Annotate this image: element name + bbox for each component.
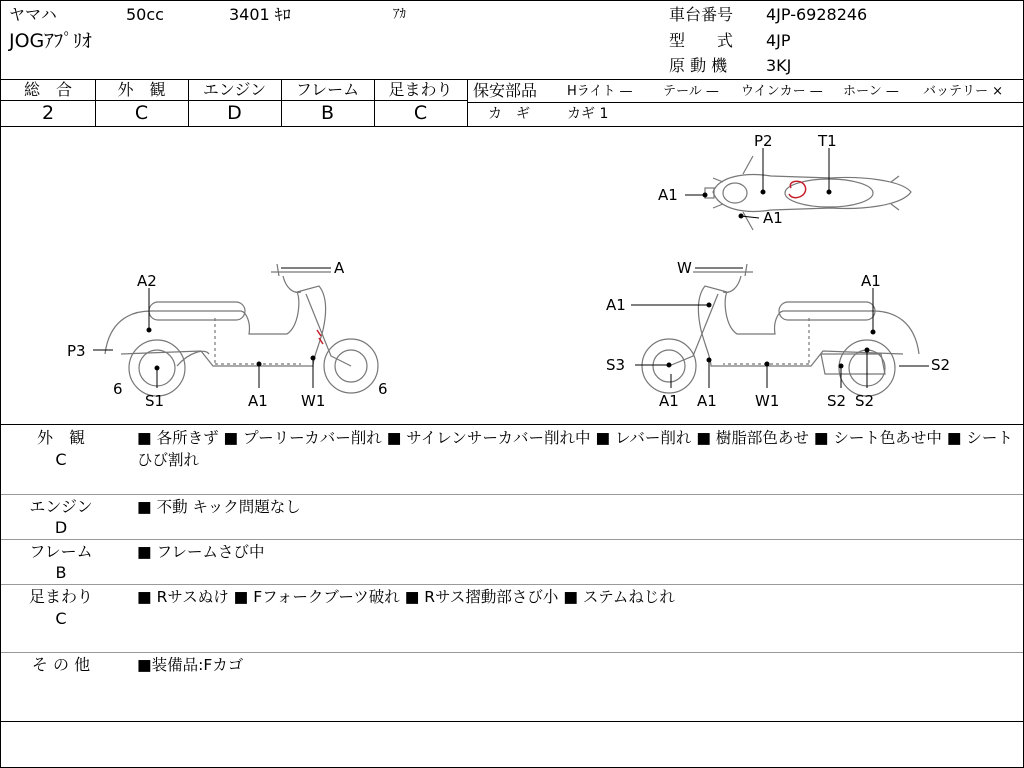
remark-text-suspension: ■ Rサスぬけ ■ Fフォークブーツ破れ ■ Rサス摺動部さび小 ■ ステムねじれ [137,588,675,606]
scooter-damage-diagram [1,126,1023,424]
grade-suspension: C [413,102,428,124]
diagram-label: A2 [137,272,157,290]
diagram-label: A1 [763,209,783,227]
diagram-label: 6 [113,380,123,398]
grade-overall: 2 [41,102,55,124]
diagram-label: 6 [378,380,388,398]
type-label: 型 式 [669,31,734,50]
divider [1,539,1023,540]
remark-grade-frame: B [55,563,67,582]
grade-header-frame: フレーム [295,80,360,99]
model-name: JOGｱﾌﾟﾘｵ [9,30,92,52]
diagram-label: W1 [301,392,326,410]
divider [1,652,1023,653]
type-value: 4JP [766,31,791,50]
engine-value: 3KJ [766,56,792,75]
divider [1,424,1023,425]
safety-item-tail: テール — [663,84,719,99]
remark-label-exterior: 外 観 [36,428,85,447]
remark-label-other: そ の 他 [31,655,91,674]
grade-header-engine: エンジン [202,80,267,99]
grade-header-suspension: 足まわり [388,80,453,99]
diagram-label: A1 [658,186,678,204]
grade-header-exterior: 外 観 [117,80,166,99]
body-color: ｱｶ [393,7,406,22]
diagram-label: S3 [606,356,626,374]
remark-text-engine: ■ 不動 キック問題なし [137,498,301,516]
damage-marks [317,181,806,344]
diagram-label: A1 [659,392,679,410]
divider [1,100,467,101]
grade-exterior: C [134,102,149,124]
remark-label-suspension: 足まわり [28,587,93,606]
grade-frame: B [320,102,335,124]
displacement: 50cc [126,5,164,24]
maker-name: ヤマハ [9,5,57,24]
diagram-label: S2 [855,392,875,410]
mileage: 3401 ｷﾛ [229,5,291,24]
diagram-label: T1 [818,132,837,150]
remark-label-engine: エンジン [29,497,93,516]
frame-no: 4JP-6928246 [766,5,868,24]
divider [1,721,1023,722]
safety-item-headlight: Hライト — [567,84,633,99]
diagram-label: P3 [67,342,86,360]
remark-grade-exterior: C [55,450,67,469]
diagram-label: A [334,259,345,277]
remark-text-exterior: ■ 各所きず ■ プーリーカバー削れ ■ サイレンサーカバー削れ中 ■ レバー削れ ■ 樹脂部色あせ ■ シート色あせ中 ■ シートひび割れ [137,429,1013,469]
divider [467,102,1023,103]
diagram-label: P2 [754,132,773,150]
scooter-top-view [705,156,911,230]
remark-text-frame: ■ フレームさび中 [137,543,265,561]
remark-grade-suspension: C [55,609,67,628]
diagram-label: A1 [697,392,717,410]
diagram-label: W1 [755,392,780,410]
safety-item-battery: バッテリー × [923,84,1004,99]
diagram-label: A1 [606,296,626,314]
diagram-label: W [677,259,692,277]
safety-item-winker: ウインカー — [741,84,823,99]
remark-label-frame: フレーム [29,542,93,561]
key-value: カギ 1 [567,106,609,122]
safety-parts-label: 保安部品 [473,81,538,100]
engine-label: 原 動 機 [669,56,728,75]
diagram-label: A1 [248,392,268,410]
diagram-label: S2 [827,392,847,410]
frame-no-label: 車台番号 [669,5,734,24]
diagram-label: S2 [931,356,951,374]
diagram-label: S1 [145,392,165,410]
grade-engine: D [227,102,242,124]
divider [1,584,1023,585]
remark-text-other: ■装備品:Fカゴ [137,656,244,674]
safety-item-horn: ホーン — [843,84,899,99]
remark-grade-engine: D [54,518,68,537]
divider [1,494,1023,495]
diagram-label: A1 [861,272,881,290]
grade-header-overall: 総 合 [23,80,72,99]
key-label: カ ギ [488,106,530,122]
